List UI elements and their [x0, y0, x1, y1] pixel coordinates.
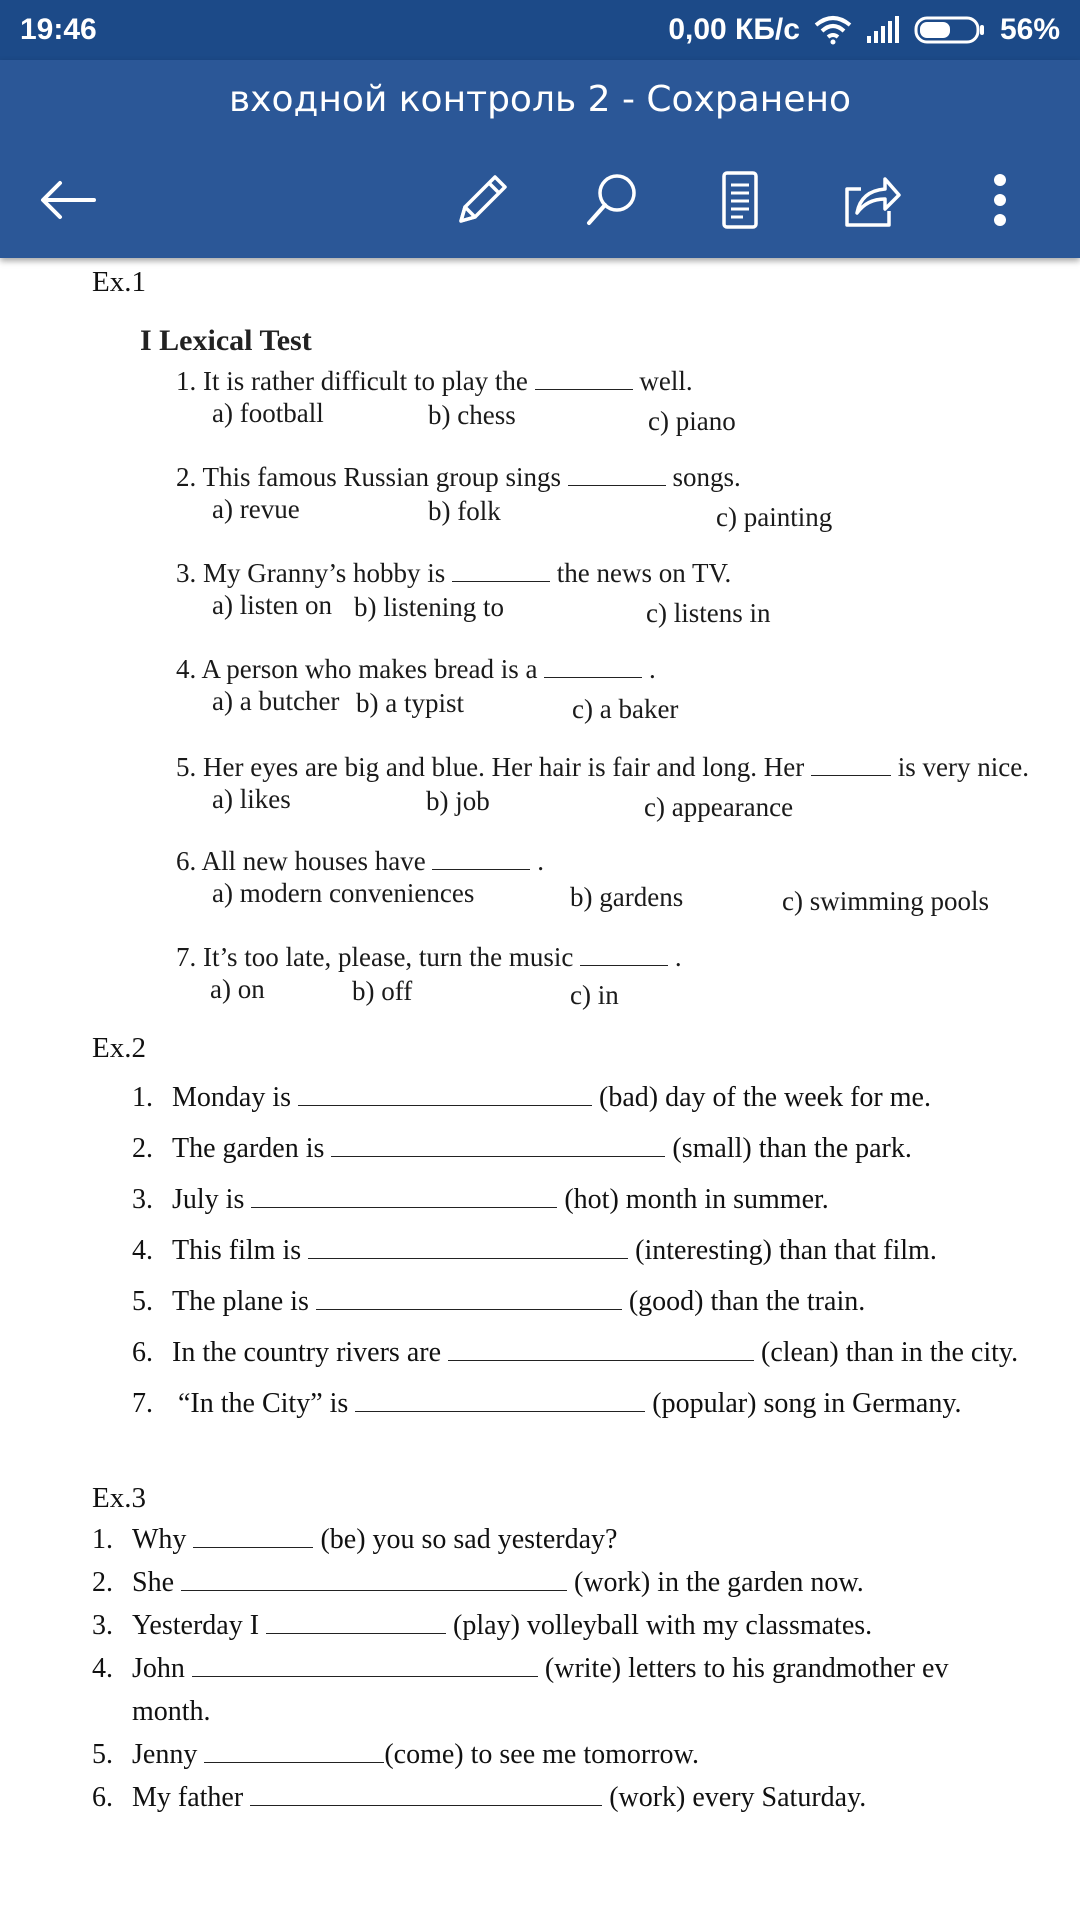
item-text: John: [132, 1653, 185, 1684]
answer-blank: [266, 1611, 446, 1634]
question-number: 5.: [176, 752, 197, 782]
option-a: a) modern conveniences: [212, 878, 475, 908]
item-number: 4.: [92, 1653, 113, 1684]
app-bar: [0, 60, 1080, 258]
option-a: a) on: [210, 974, 265, 1004]
search-icon: [581, 169, 643, 231]
item-text: Yesterday I: [132, 1610, 260, 1641]
ex2-item: [172, 1133, 912, 1165]
item-text: The plane is: [172, 1286, 309, 1317]
signal-icon: [866, 16, 900, 44]
answer-blank: [250, 1783, 602, 1806]
option-b: b) listening to: [354, 592, 504, 622]
answer-blank: [568, 463, 666, 486]
back-arrow-icon: [38, 178, 98, 222]
item-number: 2.: [132, 1133, 153, 1164]
question-number: 3.: [176, 558, 197, 588]
item-number: 2.: [92, 1567, 113, 1598]
ex1-question: [176, 846, 544, 877]
item-text: In the country rivers are: [172, 1337, 441, 1368]
question-number: 4.: [176, 654, 197, 684]
question-text: Her eyes are big and blue. Her hair is fair and long. Her: [203, 752, 805, 782]
network-speed: 0,00 КБ/с: [668, 13, 800, 46]
ex3-item: [132, 1610, 872, 1642]
question-text: It is rather difficult to play the: [203, 366, 528, 396]
ex2-label: Ex.2: [92, 1032, 146, 1064]
item-text: Monday is: [172, 1082, 291, 1113]
option-c: c) a baker: [572, 694, 679, 724]
item-number: 1.: [92, 1524, 113, 1555]
item-number: 3.: [92, 1610, 113, 1641]
item-tail: (interesting) than that film.: [635, 1235, 937, 1266]
question-tail: is very nice.: [897, 752, 1029, 782]
item-number: 6.: [92, 1782, 113, 1813]
item-text: My father: [132, 1782, 244, 1813]
document-page[interactable]: [0, 258, 1080, 1920]
option-c: c) piano: [648, 406, 736, 436]
ex1-question: [176, 558, 731, 589]
option-b: b) folk: [428, 496, 501, 526]
answer-blank: [298, 1083, 592, 1106]
status-time: 19:46: [20, 13, 97, 46]
answer-blank: [193, 1525, 313, 1548]
question-tail: songs.: [672, 462, 741, 492]
item-number: 5.: [92, 1739, 113, 1770]
question-number: 1.: [176, 366, 197, 396]
answer-blank: [580, 943, 668, 966]
answer-blank: [192, 1654, 538, 1677]
option-a: a) a butcher: [212, 686, 340, 716]
item-text: Why: [132, 1524, 187, 1555]
item-tail: (good) than the train.: [628, 1286, 866, 1317]
answer-blank: [811, 753, 891, 776]
question-text: All new houses have: [201, 846, 426, 876]
document-title: входной контроль 2 - Сохранено: [228, 79, 852, 120]
option-b: b) gardens: [570, 882, 684, 912]
ex3-label: Ex.3: [92, 1482, 146, 1514]
answer-blank: [181, 1568, 567, 1591]
ex3-item: [132, 1524, 617, 1556]
option-b: b) job: [426, 786, 490, 816]
question-tail: well.: [639, 366, 693, 396]
item-text: July is: [172, 1184, 245, 1215]
ex3-item: [132, 1567, 864, 1599]
answer-blank: [452, 559, 550, 582]
ex1-label: Ex.1: [92, 266, 146, 298]
item-tail: (small) than the park.: [672, 1133, 912, 1164]
item-tail: (hot) month in summer.: [564, 1184, 829, 1215]
question-number: 6.: [176, 846, 197, 876]
option-c: c) appearance: [644, 792, 794, 822]
item-number: 7.: [132, 1388, 153, 1419]
option-b: b) off: [352, 976, 413, 1006]
item-tail: (work) every Saturday.: [609, 1782, 867, 1813]
answer-blank: [331, 1134, 665, 1157]
item-text: “In the City” is: [178, 1388, 349, 1419]
ex1-question: [176, 752, 1029, 783]
status-indicators: [668, 13, 1060, 47]
item-text: This film is: [172, 1235, 302, 1266]
wifi-icon: [814, 15, 852, 45]
option-c: c) in: [570, 980, 619, 1010]
answer-blank: [448, 1338, 754, 1361]
item-number: 3.: [132, 1184, 153, 1215]
edit-button[interactable]: [442, 160, 522, 240]
status-bar: [0, 0, 1080, 60]
item-tail: (popular) song in Germany.: [652, 1388, 962, 1419]
question-tail: .: [537, 846, 544, 876]
ex2-item: [172, 1286, 865, 1318]
item-number: 5.: [132, 1286, 153, 1317]
ex1-question: [176, 942, 682, 973]
search-button[interactable]: [572, 160, 652, 240]
item-tail: (work) in the garden now.: [574, 1567, 864, 1598]
answer-blank: [432, 847, 530, 870]
battery-percent: 56%: [999, 13, 1060, 46]
option-a: a) likes: [212, 784, 291, 814]
answer-blank: [535, 367, 633, 390]
item-tail: (write) letters to his grandmother ev: [544, 1653, 949, 1684]
question-tail: .: [674, 942, 682, 972]
item-tail: (play) volleyball with my classmates.: [453, 1610, 873, 1641]
option-b: b) chess: [428, 400, 516, 430]
item-text: She: [132, 1567, 174, 1598]
item-text: The garden is: [172, 1133, 325, 1164]
item-text: Jenny: [132, 1739, 198, 1770]
answer-blank: [544, 655, 642, 678]
answer-blank: [251, 1185, 557, 1208]
item-number: 1.: [132, 1082, 153, 1113]
more-options-button[interactable]: [960, 160, 1040, 240]
share-button[interactable]: [830, 160, 910, 240]
battery-icon: [914, 16, 986, 44]
reading-view-button[interactable]: [700, 160, 780, 240]
question-text: My Granny’s hobby is: [203, 558, 446, 588]
lexical-test-title: I Lexical Test: [140, 324, 312, 357]
option-b: b) a typist: [356, 688, 464, 718]
question-text: This famous Russian group sings: [202, 462, 562, 492]
item-number: 4.: [132, 1235, 153, 1266]
ex1-question: [176, 654, 656, 685]
share-icon: [839, 169, 901, 231]
ex2-item: [172, 1184, 829, 1216]
ex2-item: [178, 1388, 962, 1420]
question-text: A person who makes bread is a: [201, 654, 538, 684]
answer-blank: [308, 1236, 628, 1259]
question-number: 7.: [176, 942, 197, 972]
back-button[interactable]: [28, 160, 108, 240]
item-tail: (come) to see me tomorrow.: [384, 1739, 699, 1770]
question-text: It’s too late, please, turn the music: [203, 942, 574, 972]
ex2-item: [172, 1082, 931, 1114]
option-a: a) revue: [212, 494, 300, 524]
option-a: a) listen on: [212, 590, 332, 620]
item-tail: (clean) than in the city.: [761, 1337, 1019, 1368]
ex1-question: [176, 462, 741, 493]
ex3-item: [132, 1653, 948, 1685]
ex3-item-continuation: month.: [132, 1696, 211, 1727]
option-c: c) listens in: [646, 598, 771, 628]
answer-blank: [204, 1740, 384, 1763]
pencil-icon: [451, 169, 513, 231]
reading-view-icon: [715, 169, 765, 231]
item-number: 6.: [132, 1337, 153, 1368]
ex2-item: [172, 1235, 937, 1267]
ex3-item: [132, 1739, 699, 1771]
item-tail: (bad) day of the week for me.: [599, 1082, 931, 1113]
option-c: c) swimming pools: [782, 886, 989, 916]
ex3-item: [132, 1782, 866, 1814]
more-vert-icon: [990, 172, 1010, 228]
ex2-item: [172, 1337, 1018, 1369]
option-c: c) painting: [716, 502, 833, 532]
question-tail: .: [648, 654, 656, 684]
answer-blank: [355, 1389, 645, 1412]
question-number: 2.: [176, 462, 197, 492]
answer-blank: [316, 1287, 622, 1310]
item-tail: (be) you so sad yesterday?: [320, 1524, 618, 1555]
option-a: a) football: [212, 398, 324, 428]
question-tail: the news on TV.: [556, 558, 732, 588]
ex1-question: [176, 366, 693, 397]
